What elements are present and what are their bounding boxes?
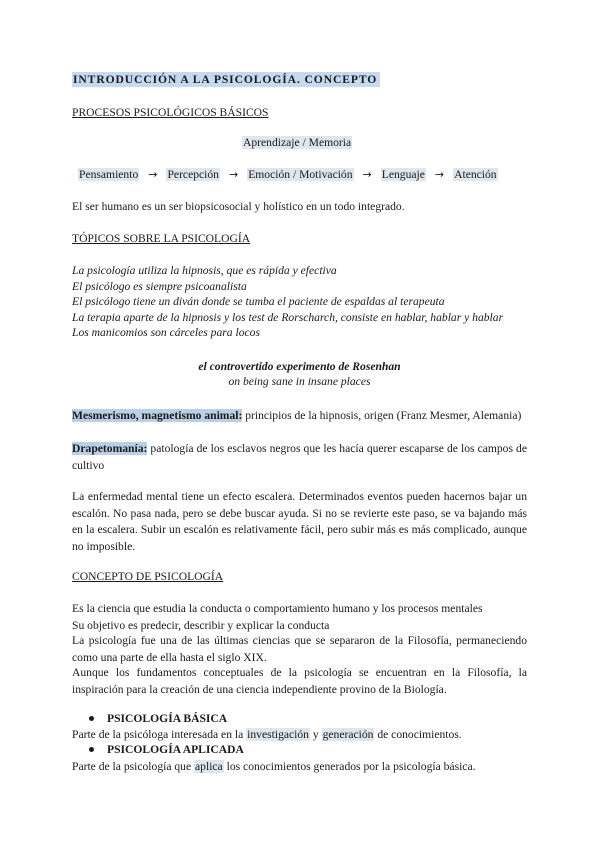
mesmerismo-text: principios de la hipnosis, origen (Franz Mesmer, Alemania) <box>242 409 522 422</box>
history-paragraph: La psicología fue una de las últimas ciencias que se separaron de la Filosofía, permaneciendo como una parte de ella hasta el siglo XIX. <box>72 634 527 664</box>
drapetomania-term: Drapetomanía: <box>72 442 148 455</box>
bullet-icon <box>89 716 94 721</box>
concept-lines <box>72 601 527 634</box>
aplicada-description <box>72 760 476 773</box>
center-label: Aprendizaje / Memoria <box>243 136 352 149</box>
topic-item: El psicólogo es siempre psicoanalista <box>72 279 247 293</box>
basica-highlight-generacion: generación <box>322 728 374 741</box>
section-heading-topicos: TÓPICOS SOBRE LA PSICOLOGÍA <box>72 232 251 245</box>
arrow-icon: → <box>148 168 158 181</box>
topic-item: Los manicomios son cárceles para locos <box>72 326 260 339</box>
section-heading-concepto: CONCEPTO DE PSICOLOGÍA <box>72 570 224 583</box>
mesmerismo-term: Mesmerismo, magnetismo animal: <box>72 409 243 422</box>
topic-item: El psicólogo tiene un diván donde se tumba el paciente de espaldas al terapeuta <box>72 295 445 308</box>
basica-label: PSICOLOGÍA BÁSICA <box>107 712 228 725</box>
holistic-statement: El ser humano es un ser biopsicosocial y holístico en un todo integrado. <box>72 200 405 213</box>
arrow-icon: → <box>228 168 239 181</box>
flow-item-emocion: Emoción / Motivación <box>248 168 353 181</box>
arrow-icon: → <box>362 168 372 181</box>
basica-text-start: Parte de la psicóloga interesada en la <box>72 728 247 741</box>
topics-list <box>72 263 527 341</box>
flow-item-lenguaje: Lenguaje <box>381 168 425 181</box>
process-flow <box>78 168 498 181</box>
drapetomania-text: patología de los esclavos negros que les hacía querer escaparse de los campos de cultivo <box>72 442 527 472</box>
experiment-title: el controvertido experimento de Rosenhan <box>198 360 401 373</box>
basica-text-mid: y <box>309 728 322 741</box>
aplicada-text-end: los conocimientos generados por la psicología básica. <box>223 760 476 773</box>
basica-description <box>72 728 462 741</box>
basica-text-end: de conocimientos. <box>374 728 462 741</box>
arrow-icon: → <box>434 168 445 181</box>
bullet-basica <box>89 712 227 725</box>
drapetomania-definition <box>72 441 527 474</box>
flow-item-percepcion: Percepción <box>167 168 219 181</box>
bullet-icon <box>89 747 94 752</box>
bullet-aplicada <box>89 743 244 756</box>
aplicada-label: PSICOLOGÍA APLICADA <box>107 743 244 756</box>
topic-item: La terapia aparte de la hipnosis y los test de Rorscharch, consiste en hablar, hablar y hablar <box>72 310 504 324</box>
experiment-subtitle: on being sane in insane places <box>228 375 371 388</box>
concept-line: Es la ciencia que estudia la conducta o comportamiento humano y los procesos mentales <box>72 602 483 615</box>
escalera-paragraph: La enfermedad mental tiene un efecto escalera. Determinados eventos pueden hacernos bajar un escalón. No pasa nada, pero se debe buscar ayuda. Si no se revierte este paso, se va bajando más en la escalera. Subir un escalón es relativamente fácil, pero subir más es más complicado, aunque no imposible. <box>72 490 527 553</box>
basica-highlight-investigacion: investigación <box>247 728 309 741</box>
concept-line: Su objetivo es predecir, describir y explicar la conducta <box>72 618 330 632</box>
mesmerismo-definition <box>72 408 527 425</box>
flow-item-atencion: Atención <box>454 168 497 181</box>
page-title: INTRODUCCIÓN A LA PSICOLOGÍA. CONCEPTO <box>72 72 380 87</box>
section-heading-procesos: PROCESOS PSICOLÓGICOS BÁSICOS <box>72 106 269 119</box>
aplicada-highlight: aplica <box>195 760 223 773</box>
aplicada-text-start: Parte de la psicología que <box>72 760 195 773</box>
fundamentos-paragraph: Aunque los fundamentos conceptuales de la psicología se encuentran en la Filosofía, la inspiración para la creación de una ciencia independiente provino de la Biología. <box>72 666 527 696</box>
flow-item-pensamiento: Pensamiento <box>79 168 139 181</box>
topic-item: La psicología utiliza la hipnosis, que es rápida y efectiva <box>72 264 337 277</box>
